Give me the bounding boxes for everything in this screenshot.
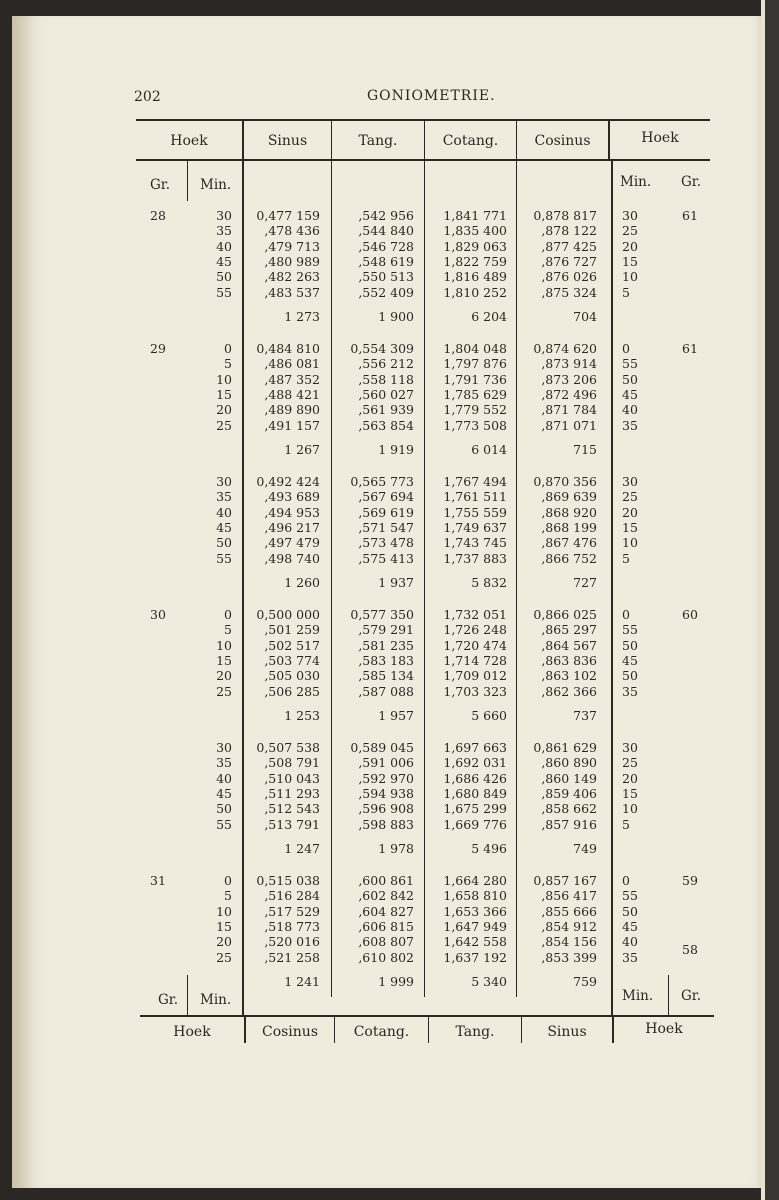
cell-cotang: 1,703 323: [443, 683, 507, 699]
cell-cosinus: 0,874 620: [533, 341, 597, 356]
sub-gr-right: Gr.: [681, 174, 702, 190]
cell-cosinus: ,862 366: [541, 683, 597, 699]
cell-cotang: 1,732 051: [443, 607, 507, 622]
cell-tang: ,606 815: [358, 918, 414, 934]
cell-minute: 55: [216, 550, 232, 566]
cell-sinus: ,491 157: [264, 417, 320, 433]
cell-minute: 35: [216, 489, 232, 505]
cell-cotang: 1,675 299: [443, 801, 507, 817]
cell-cosinus: 0,870 356: [533, 474, 597, 489]
cell-minute: 55: [216, 816, 232, 832]
header-rule: [136, 159, 710, 161]
cell-cotang: 1,829 063: [443, 238, 507, 254]
cell-minute-right: 5: [622, 284, 630, 300]
col-divider: [331, 161, 332, 997]
cell-tang: ,552 409: [358, 284, 414, 300]
cell-minute-right: 50: [622, 637, 638, 653]
cell-cotang: 1,755 559: [443, 504, 507, 520]
cell-cosinus: ,876 727: [541, 253, 597, 269]
cell-sinus: 0,484 810: [256, 341, 320, 356]
cell-cosinus: ,876 026: [541, 269, 597, 285]
diff-cosinus: 759: [573, 974, 597, 989]
cell-minute-right: 40: [622, 934, 638, 950]
diff-cotang: 6 204: [471, 309, 507, 324]
cell-sinus: ,496 217: [264, 519, 320, 535]
cell-cotang: 1,669 776: [443, 816, 507, 832]
footer-hoek-right: Hoek: [645, 1021, 683, 1037]
cell-degree-right: 61: [682, 208, 698, 223]
col-divider: [424, 161, 425, 997]
cell-cosinus: ,868 199: [541, 519, 597, 535]
cell-sinus: ,502 517: [264, 637, 320, 653]
cell-sinus: ,506 285: [264, 683, 320, 699]
cell-minute: 10: [216, 371, 232, 387]
cell-tang: ,596 908: [358, 801, 414, 817]
cell-minute: 40: [216, 770, 232, 786]
cell-minute-right: 45: [622, 652, 638, 668]
running-head: GONIOMETRIE.: [367, 88, 496, 104]
cell-minute-right: 20: [622, 238, 638, 254]
cell-cotang: 1,642 558: [443, 934, 507, 950]
cell-minute: 0: [224, 873, 232, 888]
cell-cosinus: ,858 662: [541, 801, 597, 817]
cell-minute-right: 45: [622, 918, 638, 934]
col-divider-main-right: [611, 161, 613, 1017]
cell-minute-right: 50: [622, 668, 638, 684]
cell-cosinus: ,855 666: [541, 903, 597, 919]
cell-cotang: 1,726 248: [443, 622, 507, 638]
cell-cosinus: ,877 425: [541, 238, 597, 254]
cell-tang: ,550 513: [358, 269, 414, 285]
cell-minute-right: 20: [622, 770, 638, 786]
cell-minute-right: 10: [622, 269, 638, 285]
cell-minute-right: 50: [622, 371, 638, 387]
cell-cosinus: ,873 206: [541, 371, 597, 387]
cell-minute: 20: [216, 402, 232, 418]
cell-sinus: ,505 030: [264, 668, 320, 684]
cell-tang: ,581 235: [358, 637, 414, 653]
cell-minute: 30: [216, 740, 232, 755]
cell-cotang: 1,647 949: [443, 918, 507, 934]
cell-tang: ,569 619: [358, 504, 414, 520]
diff-cotang: 6 014: [471, 442, 507, 457]
cell-cosinus: ,857 916: [541, 816, 597, 832]
diff-cosinus: 727: [573, 575, 597, 590]
cell-sinus: ,516 284: [264, 888, 320, 904]
cell-minute-right: 0: [622, 607, 630, 622]
cell-cotang: 1,797 876: [443, 356, 507, 372]
foot-gr-left: Gr.: [158, 992, 179, 1008]
cell-cotang: 1,822 759: [443, 253, 507, 269]
cell-tang: 0,554 309: [350, 341, 414, 356]
cell-degree: 28: [150, 208, 166, 223]
cell-minute: 45: [216, 253, 232, 269]
cell-tang: ,558 118: [358, 371, 414, 387]
header-tang: Tang.: [358, 133, 398, 149]
diff-sinus: 1 241: [284, 974, 320, 989]
header-sinus: Sinus: [267, 133, 308, 149]
cell-minute: 15: [216, 386, 232, 402]
cell-tang: ,571 547: [358, 519, 414, 535]
cell-sinus: ,480 989: [264, 253, 320, 269]
cell-minute-right: 10: [622, 801, 638, 817]
col-divider: [516, 161, 517, 997]
cell-cosinus: ,868 920: [541, 504, 597, 520]
cell-minute: 55: [216, 284, 232, 300]
cell-minute: 35: [216, 755, 232, 771]
sub-min-left: Min.: [200, 177, 232, 193]
diff-cotang: 5 340: [471, 974, 507, 989]
cell-cotang: 1,749 637: [443, 519, 507, 535]
header-cotang: Cotang.: [442, 133, 499, 149]
cell-sinus: ,493 689: [264, 489, 320, 505]
cell-tang: ,575 413: [358, 550, 414, 566]
cell-cosinus: ,856 417: [541, 888, 597, 904]
cell-sinus: 0,492 424: [256, 474, 320, 489]
diff-tang: 1 957: [378, 708, 414, 723]
cell-tang: ,583 183: [358, 652, 414, 668]
cell-cotang: 1,743 745: [443, 535, 507, 551]
cell-sinus: ,518 773: [264, 918, 320, 934]
cell-cosinus: ,878 122: [541, 223, 597, 239]
foot-min-right: Min.: [622, 988, 654, 1004]
cell-sinus: ,517 529: [264, 903, 320, 919]
cell-tang: 0,577 350: [350, 607, 414, 622]
header-hoek-right: Hoek: [641, 130, 679, 146]
book-edge: [765, 0, 779, 1200]
cell-tang: ,567 694: [358, 489, 414, 505]
cell-cotang: 1,785 629: [443, 386, 507, 402]
cell-minute-right: 25: [622, 755, 638, 771]
foot-min-left: Min.: [200, 992, 232, 1008]
cell-cosinus: ,873 914: [541, 356, 597, 372]
cell-cotang: 1,720 474: [443, 637, 507, 653]
cell-sinus: ,508 791: [264, 755, 320, 771]
cell-minute: 50: [216, 535, 232, 551]
cell-minute-right: 55: [622, 356, 638, 372]
cell-cotang: 1,779 552: [443, 402, 507, 418]
cell-tang: ,563 854: [358, 417, 414, 433]
cell-cotang: 1,804 048: [443, 341, 507, 356]
diff-tang: 1 937: [378, 575, 414, 590]
cell-sinus: ,486 081: [264, 356, 320, 372]
cell-sinus: ,498 740: [264, 550, 320, 566]
cell-tang: ,560 027: [358, 386, 414, 402]
cell-sinus: ,494 953: [264, 504, 320, 520]
cell-minute-right: 30: [622, 474, 638, 489]
diff-cosinus: 715: [573, 442, 597, 457]
cell-minute: 0: [224, 607, 232, 622]
diff-sinus: 1 253: [284, 708, 320, 723]
cell-minute: 50: [216, 801, 232, 817]
cell-minute: 20: [216, 668, 232, 684]
cell-tang: ,604 827: [358, 903, 414, 919]
cell-tang: ,610 802: [358, 949, 414, 965]
cell-minute: 0: [224, 341, 232, 356]
cell-minute-right: 15: [622, 519, 638, 535]
cell-tang: ,591 006: [358, 755, 414, 771]
cell-minute: 25: [216, 949, 232, 965]
cell-sinus: ,488 421: [264, 386, 320, 402]
diff-sinus: 1 247: [284, 841, 320, 856]
cell-degree: 31: [150, 873, 166, 888]
diff-tang: 1 999: [378, 974, 414, 989]
cell-sinus: ,511 293: [264, 785, 320, 801]
cell-minute: 40: [216, 238, 232, 254]
col-divider-rgr-bottom: [668, 975, 669, 1017]
cell-cotang: 1,664 280: [443, 873, 507, 888]
cell-tang: ,585 134: [358, 668, 414, 684]
cell-minute-right: 50: [622, 903, 638, 919]
cell-degree: 30: [150, 607, 166, 622]
cell-cosinus: ,869 639: [541, 489, 597, 505]
cell-degree-right: 60: [682, 607, 698, 622]
cell-minute: 5: [224, 888, 232, 904]
cell-sinus: ,479 713: [264, 238, 320, 254]
cell-cotang: 1,841 771: [443, 208, 507, 223]
cell-minute-right: 15: [622, 253, 638, 269]
col-divider-gr-bottom: [187, 975, 188, 1017]
cell-sinus: ,489 890: [264, 402, 320, 418]
footer-sinus: Sinus: [547, 1024, 587, 1040]
cell-minute-right: 5: [622, 816, 630, 832]
diff-cotang: 5 832: [471, 575, 507, 590]
cell-cotang: 1,773 508: [443, 417, 507, 433]
cell-minute-right: 10: [622, 535, 638, 551]
cell-sinus: ,513 791: [264, 816, 320, 832]
cell-cosinus: ,867 476: [541, 535, 597, 551]
cell-minute: 45: [216, 519, 232, 535]
cell-cosinus: ,864 567: [541, 637, 597, 653]
cell-cotang: 1,709 012: [443, 668, 507, 684]
cell-cosinus: 0,878 817: [533, 208, 597, 223]
cell-tang: ,544 840: [358, 223, 414, 239]
cell-minute: 50: [216, 269, 232, 285]
cell-cosinus: ,854 912: [541, 918, 597, 934]
col-divider-main-left: [242, 161, 244, 1017]
cell-minute-right: 20: [622, 504, 638, 520]
cell-cotang: 1,737 883: [443, 550, 507, 566]
cell-cotang: 1,835 400: [443, 223, 507, 239]
cell-degree-right: 58: [682, 941, 698, 957]
cell-minute: 5: [224, 622, 232, 638]
cell-cosinus: ,854 156: [541, 934, 597, 950]
cell-cosinus: 0,861 629: [533, 740, 597, 755]
cell-cosinus: ,860 149: [541, 770, 597, 786]
cell-tang: ,594 938: [358, 785, 414, 801]
col-divider-gr: [187, 161, 188, 201]
cell-sinus: ,512 543: [264, 801, 320, 817]
cell-minute: 10: [216, 637, 232, 653]
cell-minute: 20: [216, 934, 232, 950]
diff-sinus: 1 267: [284, 442, 320, 457]
cell-sinus: 0,477 159: [256, 208, 320, 223]
cell-cosinus: 0,857 167: [533, 873, 597, 888]
cell-cosinus: ,875 324: [541, 284, 597, 300]
cell-cotang: 1,767 494: [443, 474, 507, 489]
cell-tang: ,592 970: [358, 770, 414, 786]
cell-minute: 40: [216, 504, 232, 520]
footer-hoek-left: Hoek: [173, 1024, 211, 1040]
cell-cosinus: ,871 784: [541, 402, 597, 418]
cell-cotang: 1,692 031: [443, 755, 507, 771]
top-rule: [136, 119, 710, 121]
cell-tang: ,546 728: [358, 238, 414, 254]
cell-minute: 15: [216, 918, 232, 934]
cell-minute-right: 15: [622, 785, 638, 801]
cell-minute-right: 55: [622, 622, 638, 638]
cell-cosinus: 0,866 025: [533, 607, 597, 622]
cell-cotang: 1,680 849: [443, 785, 507, 801]
diff-cosinus: 749: [573, 841, 597, 856]
cell-tang: ,579 291: [358, 622, 414, 638]
diff-sinus: 1 260: [284, 575, 320, 590]
cell-sinus: 0,500 000: [256, 607, 320, 622]
cell-cotang: 1,637 192: [443, 949, 507, 965]
cell-sinus: ,478 436: [264, 223, 320, 239]
diff-tang: 1 919: [378, 442, 414, 457]
cell-minute-right: 45: [622, 386, 638, 402]
footer-tang: Tang.: [455, 1024, 495, 1040]
cell-tang: ,587 088: [358, 683, 414, 699]
diff-cotang: 5 496: [471, 841, 507, 856]
cell-sinus: ,501 259: [264, 622, 320, 638]
cell-cosinus: ,860 890: [541, 755, 597, 771]
cell-sinus: ,497 479: [264, 535, 320, 551]
diff-cotang: 5 660: [471, 708, 507, 723]
sub-min-right: Min.: [620, 174, 652, 190]
cell-minute: 15: [216, 652, 232, 668]
cell-degree: 29: [150, 341, 166, 356]
cell-tang: 0,565 773: [350, 474, 414, 489]
cell-sinus: ,520 016: [264, 934, 320, 950]
header-hoek-left: Hoek: [170, 133, 208, 149]
cell-minute: 30: [216, 474, 232, 489]
cell-minute: 30: [216, 208, 232, 223]
cell-minute-right: 30: [622, 208, 638, 223]
cell-tang: ,598 883: [358, 816, 414, 832]
footer-cotang: Cotang.: [353, 1024, 410, 1040]
cell-minute-right: 25: [622, 489, 638, 505]
cell-cotang: 1,686 426: [443, 770, 507, 786]
diff-cosinus: 737: [573, 708, 597, 723]
cell-cotang: 1,761 511: [443, 489, 507, 505]
cell-degree-right: 59: [682, 873, 698, 888]
book-page: [12, 16, 764, 1188]
cell-minute-right: 0: [622, 873, 630, 888]
cell-sinus: ,483 537: [264, 284, 320, 300]
cell-minute-right: 25: [622, 223, 638, 239]
cell-tang: ,600 861: [358, 873, 414, 888]
cell-minute: 25: [216, 683, 232, 699]
cell-cosinus: ,863 102: [541, 668, 597, 684]
cell-tang: ,542 956: [358, 208, 414, 223]
cell-cosinus: ,866 752: [541, 550, 597, 566]
cell-minute-right: 35: [622, 417, 638, 433]
cell-tang: ,548 619: [358, 253, 414, 269]
cell-cosinus: ,853 399: [541, 949, 597, 965]
cell-minute-right: 55: [622, 888, 638, 904]
cell-tang: 0,589 045: [350, 740, 414, 755]
cell-cotang: 1,658 810: [443, 888, 507, 904]
cell-sinus: 0,515 038: [256, 873, 320, 888]
cell-minute: 10: [216, 903, 232, 919]
cell-sinus: ,503 774: [264, 652, 320, 668]
page-number: 202: [134, 89, 161, 105]
cell-tang: ,573 478: [358, 535, 414, 551]
cell-minute-right: 0: [622, 341, 630, 356]
cell-minute: 25: [216, 417, 232, 433]
diff-tang: 1 978: [378, 841, 414, 856]
cell-cosinus: ,871 071: [541, 417, 597, 433]
cell-cotang: 1,810 252: [443, 284, 507, 300]
cell-cosinus: ,865 297: [541, 622, 597, 638]
cell-tang: ,561 939: [358, 402, 414, 418]
diff-sinus: 1 273: [284, 309, 320, 324]
cell-cotang: 1,697 663: [443, 740, 507, 755]
cell-cosinus: ,863 836: [541, 652, 597, 668]
cell-degree-right: 61: [682, 341, 698, 356]
diff-cosinus: 704: [573, 309, 597, 324]
cell-cotang: 1,816 489: [443, 269, 507, 285]
header-cosinus: Cosinus: [534, 133, 591, 149]
diff-tang: 1 900: [378, 309, 414, 324]
cell-minute: 35: [216, 223, 232, 239]
cell-minute-right: 30: [622, 740, 638, 755]
cell-minute-right: 35: [622, 683, 638, 699]
footer-cosinus: Cosinus: [261, 1024, 319, 1040]
cell-cotang: 1,714 728: [443, 652, 507, 668]
cell-cotang: 1,653 366: [443, 903, 507, 919]
cell-sinus: ,487 352: [264, 371, 320, 387]
cell-cosinus: ,859 406: [541, 785, 597, 801]
cell-minute-right: 35: [622, 949, 638, 965]
cell-sinus: ,521 258: [264, 949, 320, 965]
cell-sinus: ,510 043: [264, 770, 320, 786]
cell-tang: ,556 212: [358, 356, 414, 372]
cell-tang: ,608 807: [358, 934, 414, 950]
footer-rule: [140, 1015, 714, 1017]
cell-minute: 5: [224, 356, 232, 372]
sub-gr-left: Gr.: [150, 177, 171, 193]
cell-cosinus: ,872 496: [541, 386, 597, 402]
cell-cotang: 1,791 736: [443, 371, 507, 387]
cell-sinus: 0,507 538: [256, 740, 320, 755]
foot-gr-right: Gr.: [681, 988, 702, 1004]
cell-sinus: ,482 263: [264, 269, 320, 285]
cell-minute-right: 5: [622, 550, 630, 566]
cell-tang: ,602 842: [358, 888, 414, 904]
cell-minute: 45: [216, 785, 232, 801]
cell-minute-right: 40: [622, 402, 638, 418]
